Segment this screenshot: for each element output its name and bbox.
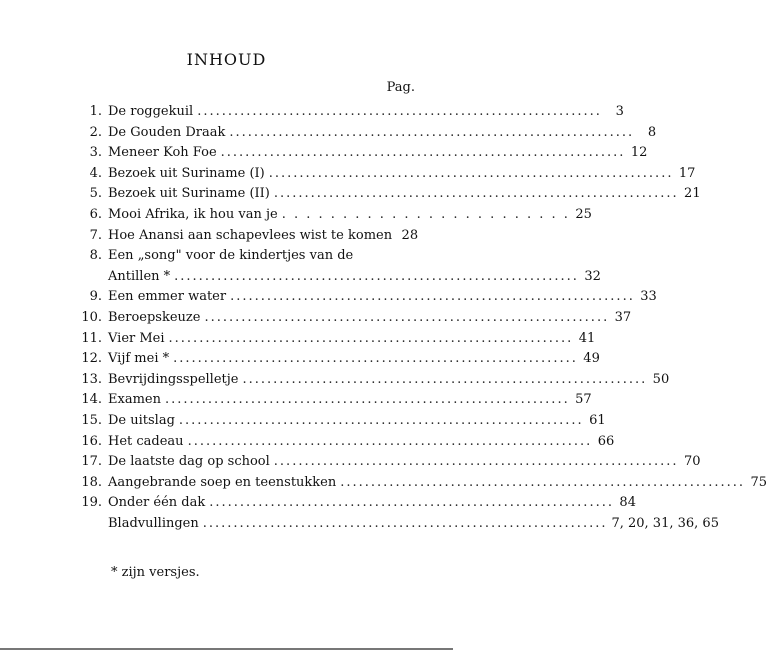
entry-number: 11. — [81, 330, 102, 346]
dot-leader: .................................................................. — [209, 495, 614, 511]
toc-entry — [78, 309, 632, 331]
entry-title: Onder één dak — [108, 495, 206, 511]
entry-title: Mooi Afrika, ik hou van je — [108, 206, 278, 222]
entry-page: 49 — [583, 351, 600, 367]
toc-entry — [78, 104, 624, 125]
toc-entry-bladvullingen — [78, 515, 719, 537]
entry-number: 9. — [89, 289, 102, 305]
toc-entry — [78, 371, 670, 393]
entry-page: 21 — [684, 186, 701, 202]
entry-number: 12. — [81, 351, 102, 367]
entry-title-line2: Antillen * — [108, 268, 171, 284]
toc-entry — [78, 392, 592, 413]
entry-page: 75 — [750, 474, 767, 490]
toc-entry — [78, 289, 657, 310]
table-of-contents — [78, 104, 767, 536]
entry-number: 19. — [81, 495, 102, 511]
page-column-header: Pag. — [386, 80, 415, 95]
entry-page: 66 — [597, 433, 615, 449]
toc-entry — [78, 227, 419, 249]
toc-entry — [78, 330, 596, 352]
entry-title: Bevrijdingsspelletje — [108, 371, 239, 387]
entry-title-line1: Een „song" voor de kindertjes van de — [108, 248, 354, 264]
entry-title: Een emmer water — [108, 289, 227, 305]
entry-page: 57 — [575, 392, 592, 408]
entry-number: 10. — [81, 309, 102, 325]
entry-number: 5. — [89, 186, 102, 202]
entry-page: 32 — [584, 268, 601, 284]
toc-entry — [78, 433, 615, 455]
toc-entry — [78, 351, 600, 372]
entry-number: 7. — [89, 227, 102, 243]
dot-leader: .................................................................. — [174, 268, 579, 284]
toc-entry — [78, 206, 592, 228]
entry-number: 3. — [89, 145, 102, 161]
dot-leader: .................................................................. — [178, 412, 584, 428]
dot-leader: .................................................................. — [242, 371, 648, 387]
entry-number: 4. — [89, 165, 102, 181]
entry-number: 15. — [81, 412, 102, 428]
entry-title: Aangebrande soep en teenstukken — [108, 474, 337, 490]
entry-title: De laatste dag op school — [108, 454, 270, 470]
footnote: * zijn versjes. — [111, 565, 200, 580]
entry-title: Vier Mei — [108, 330, 165, 346]
dot-leader: .................................................................. — [340, 474, 745, 490]
entry-number: 1. — [89, 104, 102, 119]
entry-title: Bezoek uit Suriname (I) — [108, 165, 265, 181]
dot-leader: .................................................................. — [273, 186, 679, 202]
entry-title: Vijf mei * — [108, 351, 170, 367]
entry-page: 25 — [575, 206, 592, 222]
entry-page: 41 — [578, 330, 596, 346]
toc-entry — [78, 124, 657, 146]
entry-title: Examen — [108, 392, 161, 408]
dot-leader: .................................................................. — [220, 145, 626, 161]
toc-entry — [78, 248, 416, 269]
toc-entry — [78, 165, 696, 187]
dot-leader: .................................................................. — [202, 515, 608, 531]
dot-leader: .................................................................. — [197, 104, 602, 119]
entry-page: 50 — [652, 371, 670, 387]
entry-title: Beroepskeuze — [108, 309, 201, 325]
entry-number: 6. — [89, 206, 102, 222]
entry-number: 17. — [81, 454, 102, 470]
dot-leader: .................................................................. — [229, 124, 635, 140]
entry-page: 12 — [630, 145, 648, 161]
toc-entry — [78, 145, 648, 166]
entry-title: Meneer Koh Foe — [108, 145, 217, 161]
entry-number: 2. — [89, 124, 102, 140]
dot-leader: .................................................................. — [187, 433, 593, 449]
entry-page: 33 — [640, 289, 657, 305]
entry-title: De roggekuil — [108, 104, 194, 119]
entry-number: 16. — [81, 433, 102, 449]
entry-title: De Gouden Draak — [108, 124, 226, 140]
dot-leader: .................................................................. — [268, 165, 674, 181]
dot-leader: .................................................................. — [273, 454, 679, 470]
entry-number: 18. — [81, 474, 102, 490]
entry-page: 3 — [615, 104, 624, 119]
toc-entry — [78, 412, 606, 434]
entry-page: 17 — [678, 165, 696, 181]
entry-page: 61 — [589, 412, 606, 428]
dot-leader: . . . . . . . . . . . . . . . . . . . . . . . . — [281, 206, 570, 222]
bladvullingen-pages: 7, 20, 31, 36, 65 — [611, 515, 719, 531]
entry-page: 28 — [401, 227, 419, 243]
toc-entry — [78, 495, 636, 516]
entry-title: Het cadeau — [108, 433, 184, 449]
entry-title: Hoe Anansi aan schapevlees wist te komen — [108, 227, 393, 243]
entry-title: Bezoek uit Suriname (II) — [108, 186, 270, 202]
entry-page: 84 — [619, 495, 636, 511]
entry-page: 70 — [683, 454, 701, 470]
entry-page: 8 — [647, 124, 657, 140]
entry-page: 37 — [614, 309, 632, 325]
bladvullingen-label: Bladvullingen — [108, 515, 199, 531]
dot-leader: .................................................................. — [168, 330, 574, 346]
dot-leader: .................................................................. — [204, 309, 610, 325]
entry-title: De uitslag — [108, 412, 175, 428]
dot-leader: .................................................................. — [173, 351, 578, 367]
entry-number: 13. — [81, 371, 102, 387]
toc-entry — [78, 454, 701, 475]
entry-number: 14. — [81, 392, 102, 408]
entry-number: 8. — [89, 248, 102, 264]
toc-entry — [78, 474, 767, 496]
page-title: INHOUD — [186, 50, 267, 69]
toc-entry — [78, 186, 701, 207]
dot-leader: .................................................................. — [164, 392, 570, 408]
dot-leader: .................................................................. — [230, 289, 635, 305]
toc-entry-continuation — [78, 268, 601, 290]
